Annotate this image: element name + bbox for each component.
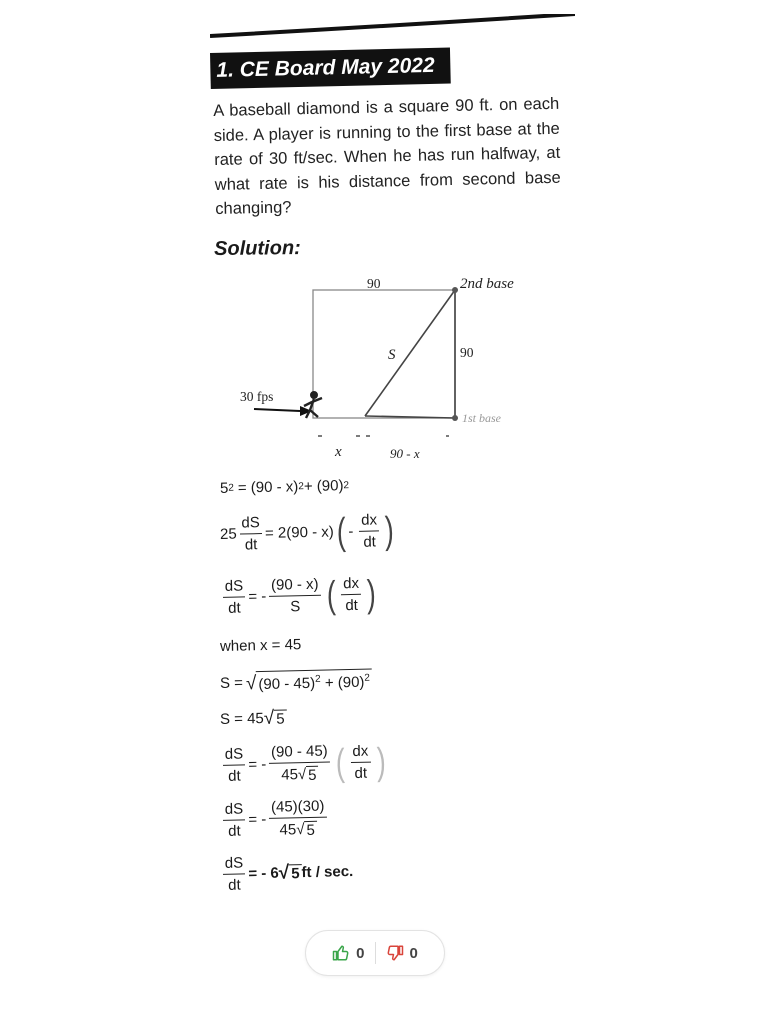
upvote-button[interactable] <box>332 944 364 962</box>
condition-when: when x = 45 <box>219 636 302 655</box>
equation-pythagorean: 5 2 = (90 - x) 2 + (90) 2 <box>219 477 350 497</box>
solution-label: Solution: <box>214 237 301 260</box>
downvote-button[interactable] <box>386 944 418 962</box>
equation-differentiated: 25 $\frac{dS}{dt}$ = 2(90 - x) ( - $\frac{dx}{dt}$ ) <box>219 509 395 554</box>
equation-s-value: S = √ $(90 - 45)^2 + (90)^2$ <box>220 669 372 694</box>
label-x: x <box>335 444 342 460</box>
second-base-marker <box>452 287 458 293</box>
top-divider <box>210 14 575 44</box>
equation-rate-general: $\frac{dS}{dt}$ = - $\frac{(90 - x)}{S}$ ( $\frac{dx}{dt}$ ) <box>224 572 377 617</box>
label-hypotenuse: S <box>388 347 396 363</box>
equation-rate-numeric: $\frac{dS}{dt}$ = - (45)(30) 45 √ 5 <box>220 798 331 841</box>
vote-divider <box>375 942 376 964</box>
problem-statement: A baseball diamond is a square 90 ft. on each side. A player is running to the first base at the rate of 30 ft/sec. When he has run halfway, at what rate is his distance from second base changing? <box>213 94 561 218</box>
final-answer: $\frac{dS}{dt}$ = - 6 √ 5 ft / sec. <box>224 854 354 894</box>
label-speed: 30 fps <box>240 389 274 404</box>
equation-s-simplified: S = 45 √ 5 <box>219 707 285 730</box>
downvote-count: 0 <box>409 944 418 962</box>
thumbs-up-icon <box>332 944 350 962</box>
runner-icon <box>304 392 322 419</box>
label-remaining: 90 - x <box>390 446 420 461</box>
diamond-square <box>313 290 455 418</box>
upvote-count: 0 <box>356 944 365 962</box>
vote-widget <box>305 930 445 976</box>
first-base-marker <box>452 415 458 421</box>
label-right-side: 90 <box>460 345 474 360</box>
label-top-side: 90 <box>367 276 381 291</box>
baseball-diamond-diagram <box>230 268 540 468</box>
problem-heading: 1. CE Board May 2022 <box>210 48 451 89</box>
thumbs-down-icon <box>386 944 404 962</box>
label-second-base: 2nd base <box>460 276 514 292</box>
label-first-base: 1st base <box>462 411 501 425</box>
equation-rate-substituted: $\frac{dS}{dt}$ = - (90 - 45) 45 √ 5 ( $\frac{dx}{dt}$ ) <box>224 740 386 785</box>
distance-line-s <box>365 290 455 416</box>
speed-arrow <box>254 406 312 416</box>
